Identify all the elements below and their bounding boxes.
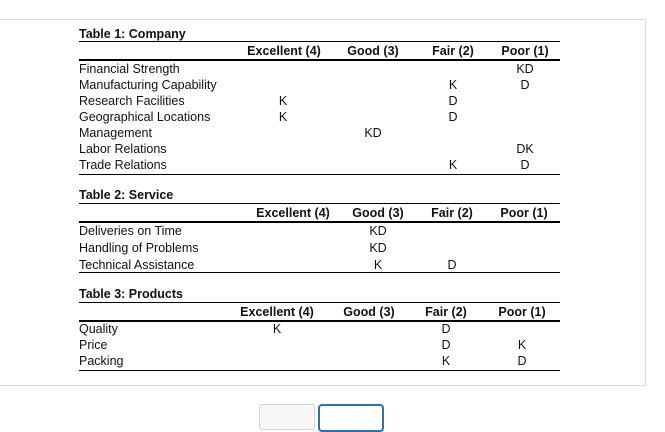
rating-cell: D [520, 78, 530, 92]
column-header-good: Good (3) [352, 206, 404, 220]
column-header-fair: Fair (2) [432, 44, 474, 58]
rating-cell: K [441, 354, 451, 368]
rating-cell: KD [369, 241, 387, 255]
row-label: Manufacturing Capability [79, 78, 217, 92]
column-header-excellent: Excellent (4) [247, 44, 321, 58]
rating-cell: DK [516, 142, 534, 156]
rating-cell: D [441, 322, 451, 336]
column-header-fair: Fair (2) [425, 305, 467, 319]
rating-cell: KD [369, 224, 387, 238]
column-header-fair: Fair (2) [431, 206, 473, 220]
primary-button[interactable] [318, 404, 384, 432]
column-header-excellent: Excellent (4) [240, 305, 314, 319]
rating-cell: K [448, 158, 458, 172]
column-header-good: Good (3) [343, 305, 395, 319]
column-header-poor: Poor (1) [501, 44, 549, 58]
table-top-rule [79, 41, 560, 42]
table-header-rule [79, 59, 560, 61]
rating-cell: D [447, 258, 457, 272]
rating-cell: K [278, 94, 288, 108]
row-label: Packing [79, 354, 124, 368]
table-bottom-rule [79, 370, 560, 371]
column-header-poor: Poor (1) [498, 305, 546, 319]
column-header-poor: Poor (1) [500, 206, 548, 220]
row-label: Research Facilities [79, 94, 185, 108]
rating-cell: K [448, 78, 458, 92]
row-label: Price [79, 338, 108, 352]
table-bottom-rule [79, 272, 560, 273]
row-label: Trade Relations [79, 158, 167, 172]
table-top-rule [79, 302, 560, 303]
table-top-rule [79, 203, 560, 204]
table-title: Table 2: Service [79, 188, 174, 202]
row-label: Geographical Locations [79, 110, 211, 124]
rating-cell: K [272, 322, 282, 336]
rating-cell: D [520, 158, 530, 172]
row-label: Technical Assistance [79, 258, 195, 272]
secondary-button[interactable] [259, 404, 315, 430]
row-label: Labor Relations [79, 142, 167, 156]
table-header-rule [79, 221, 560, 223]
row-label: Financial Strength [79, 62, 180, 76]
column-header-excellent: Excellent (4) [256, 206, 330, 220]
rating-cell: D [441, 338, 451, 352]
rating-cell: D [448, 94, 458, 108]
rating-cell: K [373, 258, 383, 272]
row-label: Handling of Problems [79, 241, 199, 255]
content-panel [0, 19, 646, 386]
row-label: Quality [79, 322, 118, 336]
table-title: Table 1: Company [79, 27, 186, 41]
table-header-rule [79, 320, 560, 322]
rating-cell: D [517, 354, 527, 368]
rating-cell: KD [516, 62, 534, 76]
rating-cell: KD [364, 126, 382, 140]
rating-cell: K [278, 110, 288, 124]
column-header-good: Good (3) [347, 44, 399, 58]
table-bottom-rule [79, 174, 560, 175]
row-label: Deliveries on Time [79, 224, 182, 238]
table-title: Table 3: Products [79, 287, 183, 301]
row-label: Management [79, 126, 152, 140]
rating-cell: K [517, 338, 527, 352]
rating-cell: D [448, 110, 458, 124]
